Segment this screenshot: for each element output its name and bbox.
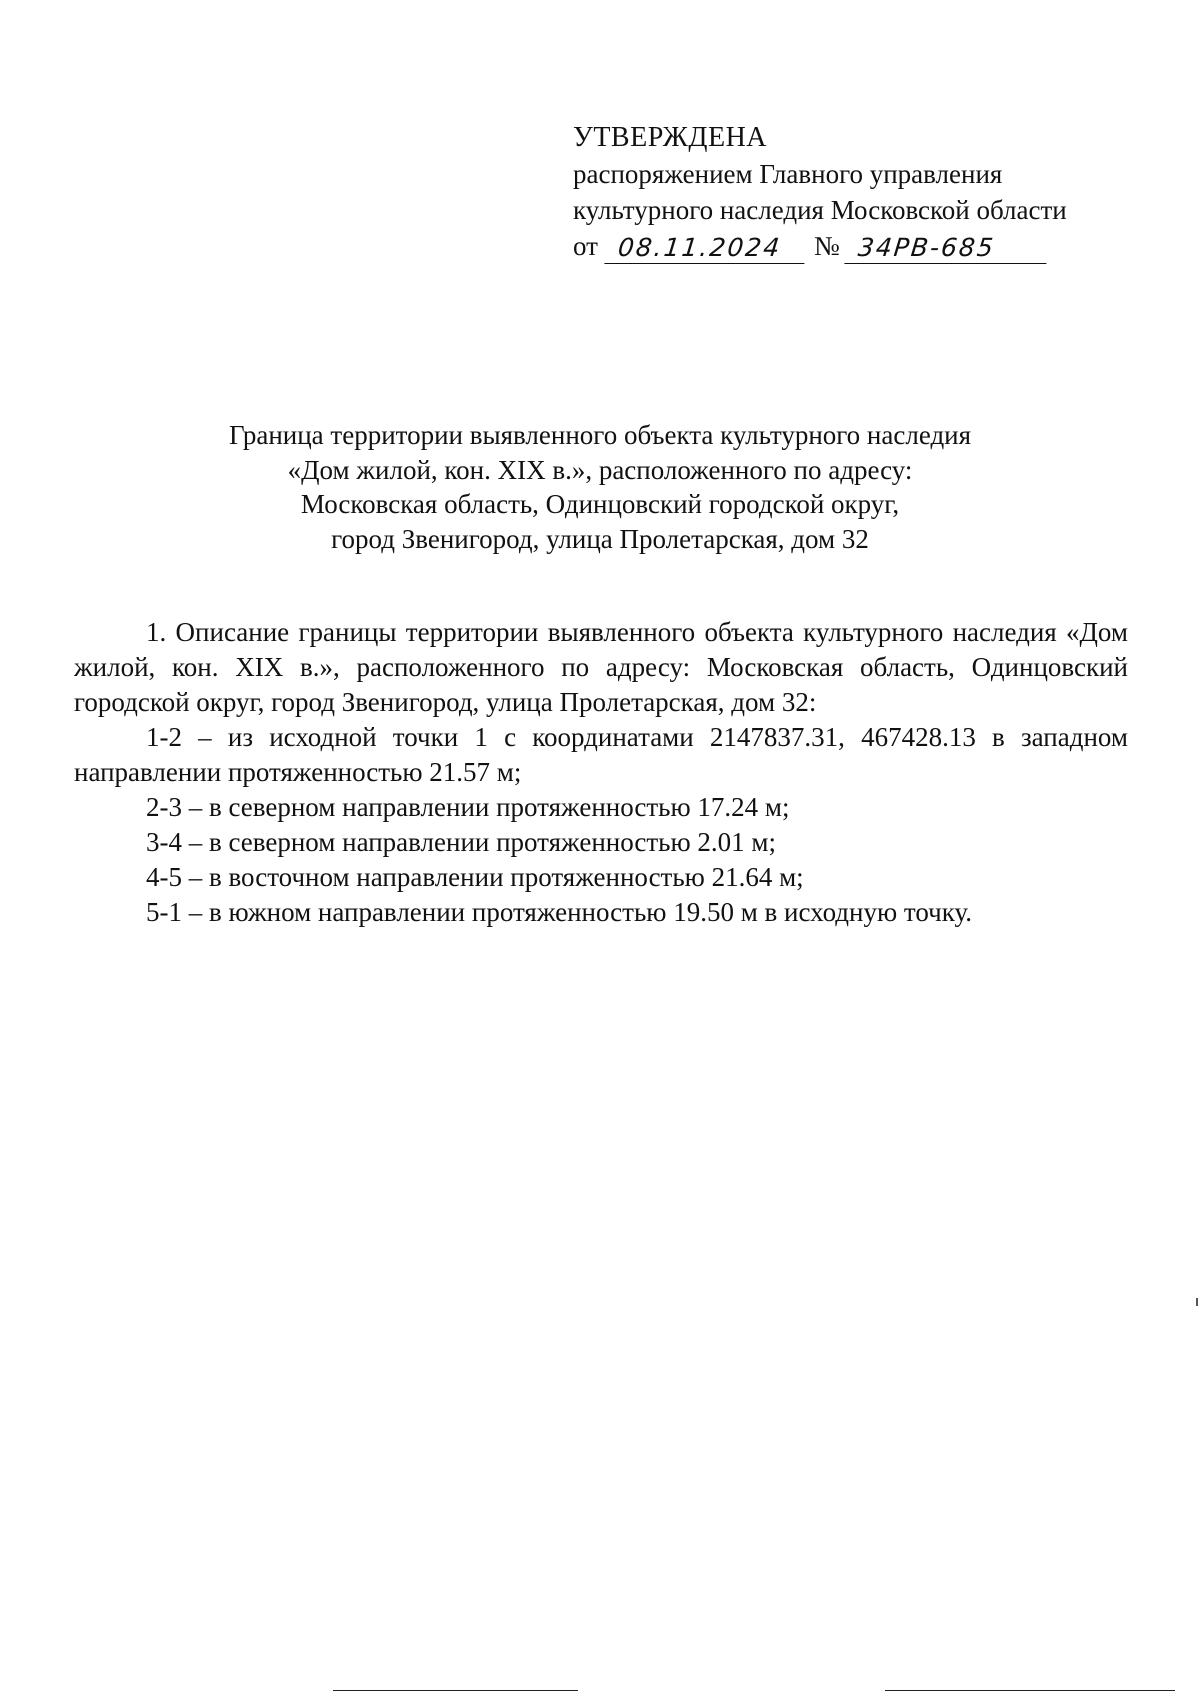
title-line-2: «Дом жилой, кон. XIX в.», расположенного по адресу: xyxy=(287,454,913,485)
footer-rule-left xyxy=(333,1690,578,1691)
footer-rule-right xyxy=(885,1690,1175,1691)
intro-paragraph: 1. Описание границы территории выявленного объекта культурного наследия «Дом жилой, кон. XIX в.», расположенного по адресу: Московская область, Одинцовский городской округ, город Звенигород, улица Пролетарская, дом 32: xyxy=(74,617,1128,717)
segment-3-4: 3-4 – в северном направлении протяженностью 2.01 м; xyxy=(146,827,777,857)
segment-1-2: 1-2 – из исходной точки 1 с координатами 2147837.31, 467428.13 в западном направлении протяженностью 21.57 м; xyxy=(74,722,1128,787)
segment-5-1: 5-1 – в южном направлении протяженностью 19.50 м в исходную точку. xyxy=(146,897,973,927)
segment-2-3: 2-3 – в северном направлении протяженностью 17.24 м; xyxy=(146,792,790,822)
approval-date-line xyxy=(573,228,1113,264)
document-title xyxy=(100,418,1100,556)
approval-line-2: распоряжением Главного управления xyxy=(573,159,1003,189)
handwritten-date: 08.11.2024 xyxy=(604,233,807,264)
handwritten-number: 34РВ-685 xyxy=(844,233,1049,264)
segment-4-5: 4-5 – в восточном направлении протяженностью 21.64 м; xyxy=(146,862,804,892)
from-label: от xyxy=(573,231,598,261)
number-label: № xyxy=(813,231,840,261)
approval-line-3: культурного наследия Московской области xyxy=(573,195,1067,225)
approval-block xyxy=(573,120,1113,264)
scan-mark xyxy=(1196,1298,1198,1306)
approval-heading: УТВЕРЖДЕНА xyxy=(573,122,768,153)
title-line-4: город Звенигород, улица Пролетарская, дом 32 xyxy=(331,523,869,554)
title-line-1: Граница территории выявленного объекта культурного наследия xyxy=(228,420,972,450)
title-line-3: Московская область, Одинцовский городской округ, xyxy=(300,489,900,519)
boundary-description xyxy=(74,615,1128,930)
